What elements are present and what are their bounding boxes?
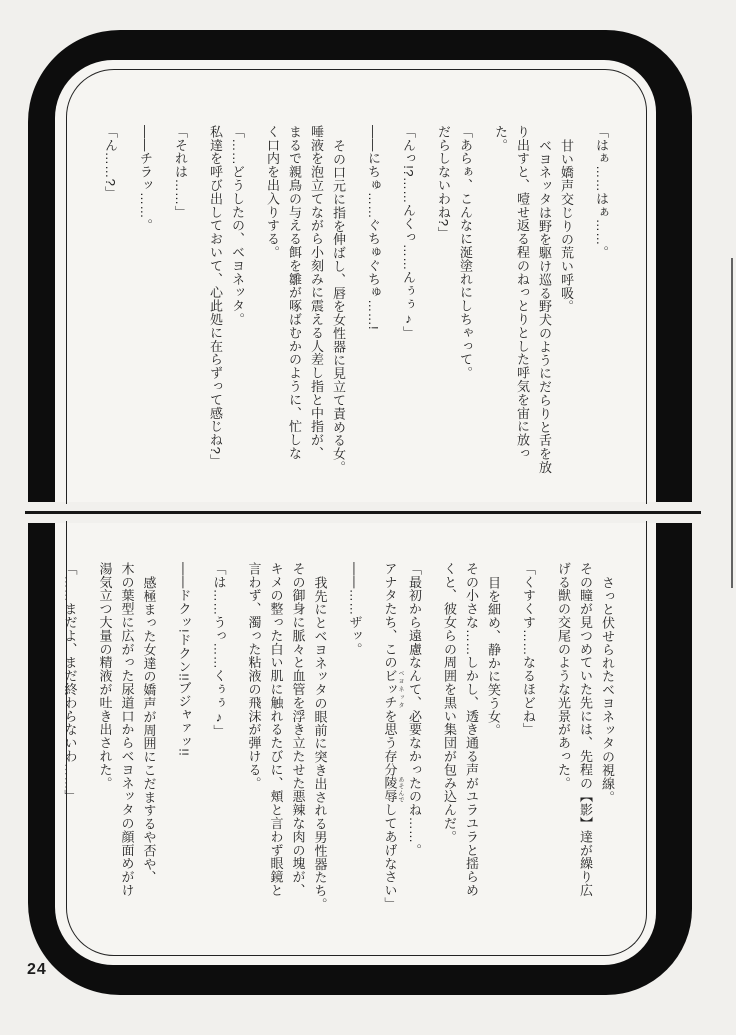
text-line: 「あらぁ、こんなに涎塗れにしちゃって。	[458, 125, 473, 380]
panel-separator-rule	[25, 511, 701, 514]
top-panel-text	[103, 125, 612, 481]
text-line: 私達を呼び出しておいて、心此処に在らずって感じね?」	[208, 125, 223, 468]
text-line: 「……まだよ、まだ終わらないわ……」	[62, 562, 78, 804]
text-line: 「んっ!?……んくっ……んぅぅ♪」	[401, 125, 416, 340]
text-line: く口内を出入りする。	[265, 125, 280, 259]
ruby-annotated-word: ビッチ ベヨネッタ	[382, 669, 403, 710]
page-number: 24	[27, 961, 47, 978]
bottom-panel-text	[62, 562, 618, 948]
text-line: 甘い嬌声交じりの荒い呼吸。	[559, 139, 574, 314]
text-line: 言わず、濁った粘液の飛沫が弾ける。	[246, 562, 262, 790]
text-line: り出すと、噎せ返る程のねっとりとした呼気を宙に放っ	[515, 125, 530, 460]
text-line: その瞳が見つめていた先には、先程の【影】達が繰り広	[578, 562, 593, 897]
text-line: ――……ザッ。	[347, 562, 363, 656]
text-line: その小さな……しかし、透き通る声がユラユラと揺らめ	[464, 562, 479, 897]
text-line: さっと伏せられたベヨネッタの視線。	[600, 576, 615, 804]
text-line: 「ん……?」	[103, 125, 118, 200]
text-line: まるで親鳥の与える餌を雛が啄ばむかのように、忙しな	[287, 125, 302, 460]
text-line: 湯気立つ大量の精液が吐き出された。	[97, 562, 113, 790]
text-line: キメの整った白い肌に触れるたびに、頬と言わず眼鏡と	[268, 562, 284, 897]
text-line: その口元に指を伸ばし、唇を女性器に見立て責める女。	[331, 139, 346, 474]
page-edge-scan-line	[731, 258, 733, 588]
text-line: 木の葉型に広がった尿道口からベヨネッタの顔面めがけ	[119, 562, 135, 897]
ruby-annotated-word: 陵辱 あそんで	[382, 776, 403, 804]
text-line: ――ドクッ!ドクン!!ブジャァッ!!	[176, 562, 192, 757]
text-line: 唾液を泡立てながら小刻みに震える人差し指と中指が、	[309, 125, 324, 460]
text-line: その御身に脈々と血管を浮き立たせた悪辣な肉の塊が、	[290, 562, 306, 897]
text-line: 「は……うっ……くぅぅ♪」	[211, 562, 227, 739]
text-line: 「くすくす……なるほどね」	[521, 562, 536, 737]
text-line: ベヨネッタは野を駆け巡る野犬のようにだらりと舌を放	[537, 139, 552, 474]
text-line: 感極まった女達の嬌声が周囲にこだまするや否や、	[141, 576, 157, 885]
text-line: ――チラッ……。	[138, 125, 153, 233]
text-line: 「最初から遠慮なんて、必要なかったのね……。	[407, 562, 422, 857]
text-line: 目を細め、静かに笑う女。	[486, 576, 501, 737]
text-line: だらしないわね?」	[436, 125, 451, 240]
text-line: ――にちゅ……ぐちゅぐちゅ……!	[366, 125, 381, 331]
text-line: アナタたち、このビッチ ベヨネッタを思う存分陵辱 あそんでしてあげなさい」	[382, 562, 403, 911]
text-line: 「……どうしたの、ベヨネッタ。	[230, 125, 245, 326]
text-line: くと、彼女らの周囲を黒い集団が包み込んだ。	[442, 562, 457, 844]
text-line: げる獣の交尾のような光景があった。	[556, 562, 571, 790]
text-line: た。	[493, 125, 508, 152]
text-line: 「はぁ……はぁ……。	[594, 125, 609, 259]
text-line: 我先にとベヨネッタの眼前に突き出される男性器たち。	[312, 576, 328, 911]
text-line: 「それは……」	[173, 125, 188, 219]
